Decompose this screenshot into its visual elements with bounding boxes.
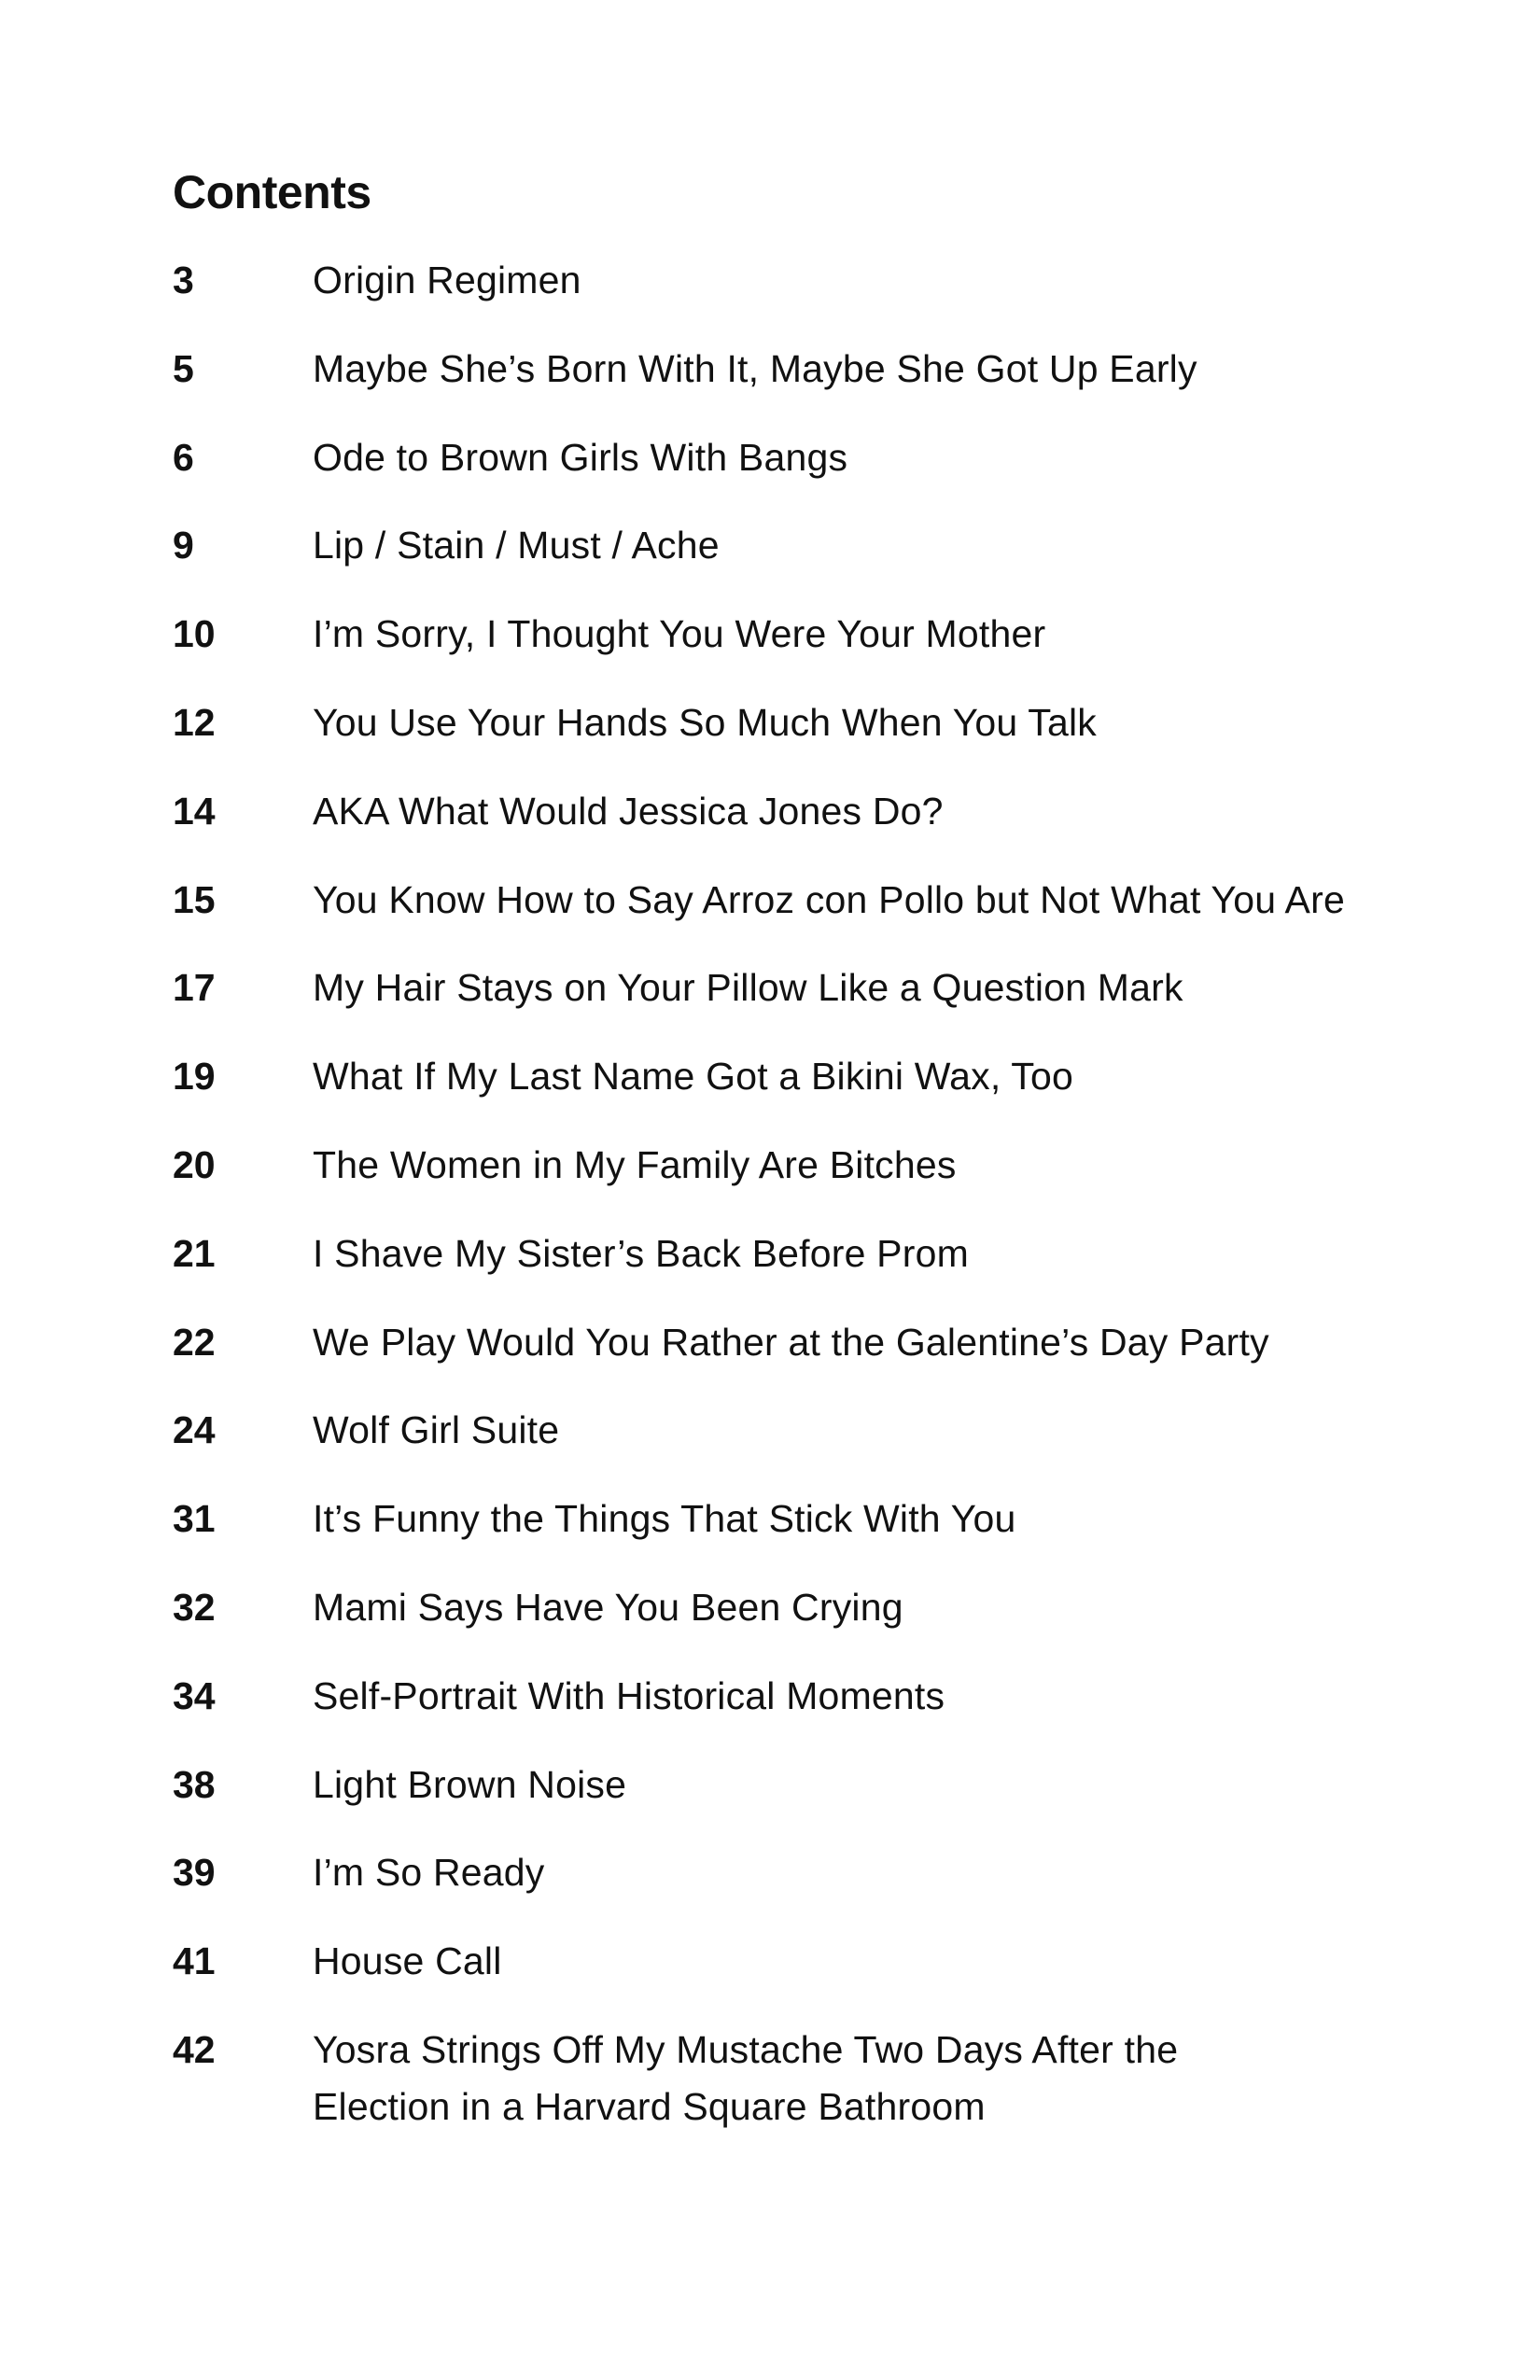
toc-entry-title: Ode to Brown Girls With Bangs bbox=[313, 435, 848, 479]
toc-page-number: 42 bbox=[173, 2027, 216, 2071]
toc-entry[interactable] bbox=[173, 2022, 1386, 2135]
toc-page-number: 34 bbox=[173, 1673, 216, 1717]
toc-entry[interactable] bbox=[173, 1757, 1386, 1813]
toc-entry-title: Maybe She’s Born With It, Maybe She Got Up Early bbox=[313, 346, 1197, 390]
toc-entry-title: AKA What Would Jessica Jones Do? bbox=[313, 789, 944, 833]
toc-entry-title: Yosra Strings Off My Mustache Two Days After the Election in a Harvard Square Bathroom bbox=[313, 2027, 1179, 2128]
toc-entry[interactable] bbox=[173, 252, 1386, 309]
toc-entry[interactable] bbox=[173, 959, 1386, 1016]
toc-entry-title: Origin Regimen bbox=[313, 259, 581, 301]
toc-page-number: 38 bbox=[173, 1762, 216, 1806]
toc-page-number: 20 bbox=[173, 1142, 216, 1186]
toc-page-number: 21 bbox=[173, 1231, 216, 1275]
toc-entry-title: House Call bbox=[313, 1939, 502, 1983]
toc-page-number: 17 bbox=[173, 966, 216, 1010]
toc-entry[interactable] bbox=[173, 1668, 1386, 1725]
toc-entry[interactable] bbox=[173, 1225, 1386, 1282]
toc-page-number: 31 bbox=[173, 1497, 216, 1541]
toc-entry-title: I’m Sorry, I Thought You Were Your Mother bbox=[313, 612, 1046, 656]
toc-page-number: 10 bbox=[173, 612, 216, 656]
toc-entry[interactable] bbox=[173, 341, 1386, 398]
toc-page-number: 41 bbox=[173, 1939, 216, 1983]
toc-entry[interactable] bbox=[173, 517, 1386, 574]
page-title: Contents bbox=[173, 166, 371, 218]
toc-entry[interactable] bbox=[173, 1844, 1386, 1901]
toc-entry-title: Mami Says Have You Been Crying bbox=[313, 1585, 903, 1629]
toc-entry-title: Light Brown Noise bbox=[313, 1762, 627, 1806]
toc-page-number: 9 bbox=[173, 524, 194, 567]
toc-entry-title: You Know How to Say Arroz con Pollo but Not What You Are bbox=[313, 877, 1345, 921]
toc-entry[interactable] bbox=[173, 429, 1386, 486]
toc-entry-title: Lip / Stain / Must / Ache bbox=[313, 524, 720, 567]
toc-entry-title: We Play Would You Rather at the Galentine’s Day Party bbox=[313, 1320, 1269, 1364]
toc-page-number: 15 bbox=[173, 877, 216, 921]
toc-entry[interactable] bbox=[173, 1402, 1386, 1459]
toc-entry-title: Wolf Girl Suite bbox=[313, 1408, 560, 1452]
toc-entry[interactable] bbox=[173, 1933, 1386, 1990]
table-of-contents bbox=[173, 252, 1386, 2167]
toc-entry-title: You Use Your Hands So Much When You Talk bbox=[313, 700, 1097, 744]
toc-page-number: 14 bbox=[173, 789, 216, 833]
toc-entry[interactable] bbox=[173, 606, 1386, 663]
toc-page-number: 3 bbox=[173, 259, 194, 301]
toc-entry[interactable] bbox=[173, 1491, 1386, 1547]
toc-page-number: 32 bbox=[173, 1585, 216, 1629]
toc-page-number: 5 bbox=[173, 346, 194, 390]
toc-page-number: 12 bbox=[173, 700, 216, 744]
toc-page-number: 24 bbox=[173, 1408, 216, 1452]
toc-entry[interactable] bbox=[173, 1137, 1386, 1194]
toc-entry[interactable] bbox=[173, 872, 1386, 929]
toc-page-number: 19 bbox=[173, 1055, 216, 1099]
toc-entry-title: It’s Funny the Things That Stick With You bbox=[313, 1497, 1016, 1541]
toc-entry[interactable] bbox=[173, 783, 1386, 840]
toc-entry-title: My Hair Stays on Your Pillow Like a Question Mark bbox=[313, 966, 1183, 1010]
toc-entry-title: Self-Portrait With Historical Moments bbox=[313, 1673, 945, 1717]
toc-page-number: 6 bbox=[173, 435, 194, 479]
toc-entry[interactable] bbox=[173, 1314, 1386, 1371]
toc-entry[interactable] bbox=[173, 694, 1386, 751]
toc-entry-title: The Women in My Family Are Bitches bbox=[313, 1142, 957, 1186]
toc-entry-title: I Shave My Sister’s Back Before Prom bbox=[313, 1231, 969, 1275]
toc-entry[interactable] bbox=[173, 1048, 1386, 1105]
toc-page-number: 22 bbox=[173, 1320, 216, 1364]
toc-page-number: 39 bbox=[173, 1851, 216, 1895]
toc-entry[interactable] bbox=[173, 1579, 1386, 1636]
toc-entry-title: What If My Last Name Got a Bikini Wax, Too bbox=[313, 1055, 1074, 1099]
toc-entry-title: I’m So Ready bbox=[313, 1851, 545, 1895]
